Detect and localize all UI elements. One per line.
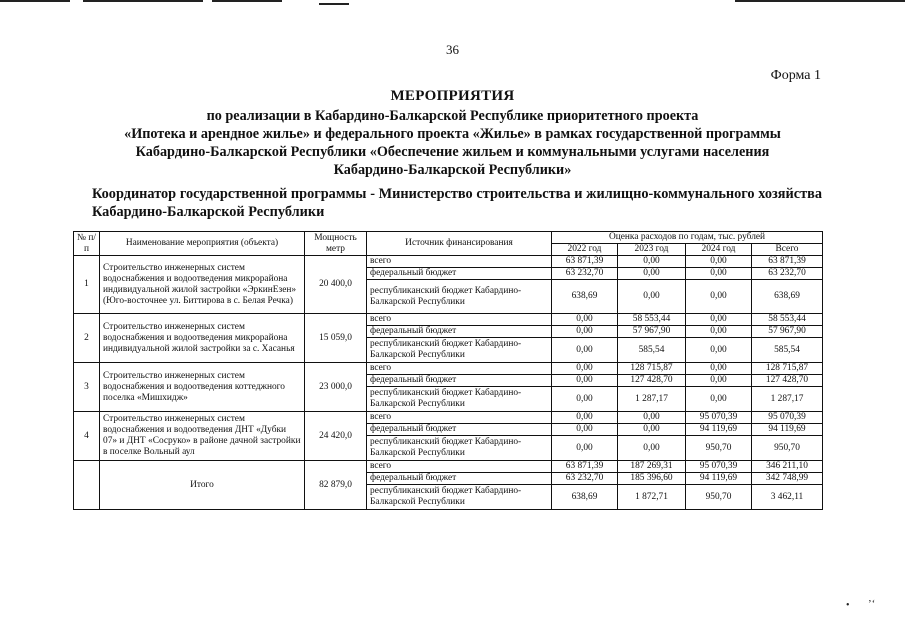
value-cell: 63 232,70 xyxy=(752,268,823,280)
source-republic: республиканский бюджет Кабардино- Балкарской Республики xyxy=(367,485,552,510)
source-total: всего xyxy=(367,314,552,326)
value-cell: 127 428,70 xyxy=(752,375,823,387)
value-cell: 63 232,70 xyxy=(552,473,618,485)
value-cell: 0,00 xyxy=(618,280,686,314)
value-cell: 0,00 xyxy=(552,314,618,326)
row-num: 2 xyxy=(74,314,100,363)
scan-artifact-line xyxy=(319,3,349,5)
value-cell: 95 070,39 xyxy=(686,461,752,473)
value-cell: 63 871,39 xyxy=(752,256,823,268)
scan-artifact-line xyxy=(212,0,282,2)
value-cell: 0,00 xyxy=(552,338,618,363)
subtitle-line: Кабардино-Балкарской Республики «Обеспечение жильем и коммунальными услугами населения xyxy=(135,144,770,160)
value-cell: 638,69 xyxy=(752,280,823,314)
value-cell: 638,69 xyxy=(552,280,618,314)
row-name: Строительство инженерных систем водоснабжения и водоотведения коттеджного поселка «Мишхидж» xyxy=(100,363,305,412)
value-cell: 94 119,69 xyxy=(686,473,752,485)
row-num: 4 xyxy=(74,412,100,461)
value-cell: 63 232,70 xyxy=(552,268,618,280)
value-cell: 0,00 xyxy=(618,424,686,436)
value-cell: 0,00 xyxy=(552,436,618,461)
value-cell: 1 872,71 xyxy=(618,485,686,510)
value-cell: 58 553,44 xyxy=(752,314,823,326)
row-name: Строительство инженерных систем водоснабжения и водоотведения микрорайона индивидуальной жилой застройки за с. Хасанья xyxy=(100,314,305,363)
value-cell: 0,00 xyxy=(552,363,618,375)
table-row xyxy=(74,363,823,375)
row-name: Строительство инженерных систем водоснабжения и водоотведения микрорайона индивидуальной жилой застройки «ЭркинЕзен» (Юго-восточнее ул. Биттирова в с. Белая Речка) xyxy=(100,256,305,314)
value-cell: 0,00 xyxy=(618,268,686,280)
value-cell: 63 871,39 xyxy=(552,256,618,268)
source-federal: федеральный бюджет xyxy=(367,326,552,338)
value-cell: 95 070,39 xyxy=(686,412,752,424)
value-cell: 63 871,39 xyxy=(552,461,618,473)
value-cell: 58 553,44 xyxy=(618,314,686,326)
header-num: № п/п xyxy=(74,232,100,256)
header-year: 2023 год xyxy=(618,244,686,256)
value-cell: 127 428,70 xyxy=(618,375,686,387)
value-cell: 0,00 xyxy=(686,387,752,412)
value-cell: 187 269,31 xyxy=(618,461,686,473)
row-capacity: 15 059,0 xyxy=(305,314,367,363)
header-source: Источник финансирования xyxy=(367,232,552,256)
value-cell: 128 715,87 xyxy=(618,363,686,375)
value-cell: 0,00 xyxy=(552,326,618,338)
source-federal: федеральный бюджет xyxy=(367,473,552,485)
value-cell: 0,00 xyxy=(686,326,752,338)
value-cell: 0,00 xyxy=(552,387,618,412)
value-cell: 0,00 xyxy=(552,375,618,387)
header-estimate: Оценка расходов по годам, тыс. рублей xyxy=(552,232,823,244)
value-cell: 0,00 xyxy=(618,412,686,424)
row-num: 1 xyxy=(74,256,100,314)
source-federal: федеральный бюджет xyxy=(367,424,552,436)
row-capacity: 24 420,0 xyxy=(305,412,367,461)
source-republic: республиканский бюджет Кабардино- Балкарской Республики xyxy=(367,387,552,412)
row-name-total: Итого xyxy=(100,461,305,510)
row-capacity: 82 879,0 xyxy=(305,461,367,510)
value-cell: 638,69 xyxy=(552,485,618,510)
scan-artifact-line xyxy=(0,0,70,2)
value-cell: 128 715,87 xyxy=(752,363,823,375)
value-cell: 57 967,90 xyxy=(618,326,686,338)
table-row-total xyxy=(74,461,823,473)
value-cell: 585,54 xyxy=(752,338,823,363)
source-republic: республиканский бюджет Кабардино- Балкарской Республики xyxy=(367,338,552,363)
header-name: Наименование мероприятия (объекта) xyxy=(100,232,305,256)
scan-artifact-line xyxy=(83,0,203,2)
scan-speck: • xyxy=(846,600,850,611)
source-total: всего xyxy=(367,461,552,473)
value-cell: 0,00 xyxy=(686,314,752,326)
subtitle-line: по реализации в Кабардино-Балкарской Республике приоритетного проекта xyxy=(206,108,699,124)
value-cell: 585,54 xyxy=(618,338,686,363)
value-cell: 0,00 xyxy=(618,436,686,461)
value-cell: 3 462,11 xyxy=(752,485,823,510)
source-federal: федеральный бюджет xyxy=(367,375,552,387)
row-num: 3 xyxy=(74,363,100,412)
page-number: 36 xyxy=(446,42,459,57)
subtitle-line: «Ипотека и арендное жилье» и федерального проекта «Жилье» в рамках государственной программы xyxy=(124,126,781,142)
value-cell: 94 119,69 xyxy=(752,424,823,436)
header-total: Всего xyxy=(752,244,823,256)
value-cell: 950,70 xyxy=(686,436,752,461)
value-cell: 0,00 xyxy=(618,256,686,268)
value-cell: 0,00 xyxy=(686,256,752,268)
table-row xyxy=(74,412,823,424)
value-cell: 0,00 xyxy=(686,280,752,314)
table-row xyxy=(74,256,823,268)
table-row xyxy=(74,314,823,326)
row-capacity: 23 000,0 xyxy=(305,363,367,412)
coordinator-text: Координатор государственной программы - Министерство строительства и жилищно-коммунального хозяйства Кабардино-Балкарской Республики xyxy=(92,186,822,220)
header-capacity: Мощность метр xyxy=(305,232,367,256)
scan-speck: ’‘ xyxy=(868,598,876,610)
value-cell: 950,70 xyxy=(686,485,752,510)
value-cell: 342 748,99 xyxy=(752,473,823,485)
header-year: 2024 год xyxy=(686,244,752,256)
source-total: всего xyxy=(367,412,552,424)
row-name: Строительство инженерных систем водоснабжения и водоотведения ДНТ «Дубки 07» и ДНТ «Сосруко» в районе дачной застройки в поселке Вольный аул xyxy=(100,412,305,461)
scan-artifact-line xyxy=(735,0,905,2)
value-cell: 0,00 xyxy=(686,363,752,375)
document-title: МЕРОПРИЯТИЯ xyxy=(390,88,515,104)
source-federal: федеральный бюджет xyxy=(367,268,552,280)
value-cell: 950,70 xyxy=(752,436,823,461)
header-year: 2022 год xyxy=(552,244,618,256)
value-cell: 57 967,90 xyxy=(752,326,823,338)
value-cell: 346 211,10 xyxy=(752,461,823,473)
row-capacity: 20 400,0 xyxy=(305,256,367,314)
row-num xyxy=(74,461,100,510)
value-cell: 0,00 xyxy=(552,424,618,436)
value-cell: 95 070,39 xyxy=(752,412,823,424)
expenditure-table xyxy=(73,231,823,510)
source-total: всего xyxy=(367,256,552,268)
value-cell: 0,00 xyxy=(686,375,752,387)
value-cell: 94 119,69 xyxy=(686,424,752,436)
value-cell: 0,00 xyxy=(686,338,752,363)
source-republic: республиканский бюджет Кабардино- Балкарской Республики xyxy=(367,280,552,314)
value-cell: 1 287,17 xyxy=(752,387,823,412)
source-republic: республиканский бюджет Кабардино- Балкарской Республики xyxy=(367,436,552,461)
value-cell: 0,00 xyxy=(552,412,618,424)
subtitle-line: Кабардино-Балкарской Республики» xyxy=(333,162,572,178)
source-total: всего xyxy=(367,363,552,375)
value-cell: 185 396,60 xyxy=(618,473,686,485)
form-label: Форма 1 xyxy=(770,68,821,83)
value-cell: 0,00 xyxy=(686,268,752,280)
value-cell: 1 287,17 xyxy=(618,387,686,412)
